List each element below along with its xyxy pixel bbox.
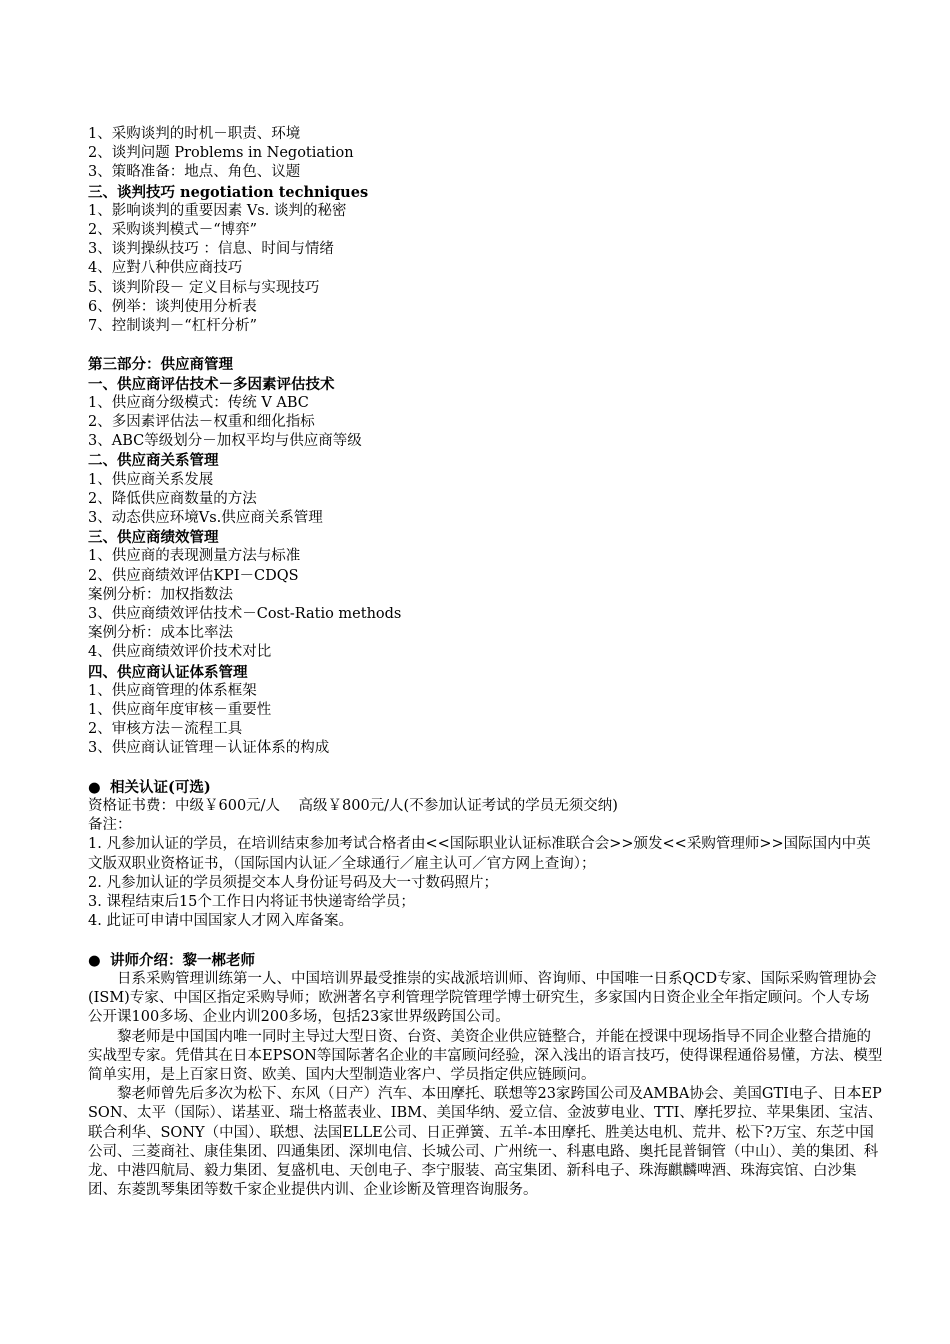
spacer <box>88 932 883 951</box>
bullet-icon: ● <box>88 778 101 796</box>
spacer <box>88 336 883 355</box>
text-line: 1、影响谈判的重要因素 Vs. 谈判的秘密 <box>88 202 347 219</box>
bullet-icon: ● <box>88 951 101 969</box>
text-line: 2、多因素评估法－权重和细化指标 <box>88 414 315 431</box>
remark-label: 备注： <box>88 817 132 834</box>
section-heading: 四、供应商认证体系管理 <box>88 663 248 681</box>
part-heading: 第三部分：供应商管理 <box>88 356 233 374</box>
text-line: 1、供应商的表现测量方法与标准 <box>88 548 301 565</box>
text-line: 案例分析：加权指数法 <box>88 586 233 603</box>
text-line: 1、供应商年度审核－重要性 <box>88 702 272 719</box>
instructor-paragraph: 黎老师是中国国内唯一同时主导过大型日资、台资、美资企业供应链整合，并能在授课中现场指导不同企业整合措施的实战型专家。凭借其在日本EPSON等国际著名企业的丰富顾问经验，深入浅出的语言技巧，使得课程通俗易懂，方法、模型简单实用，是上百家日资、欧美、国内大型制造业客户、学员指定供应链顾问。 <box>88 1028 883 1083</box>
remark-note: 4. 此证可申请中国国家人才网入库备案。 <box>88 913 353 930</box>
text-line: 3、供应商绩效评估技术－Cost-Ratio methods <box>88 606 402 623</box>
text-line: 1、供应商管理的体系框架 <box>88 682 257 699</box>
section-heading: 三、供应商绩效管理 <box>88 529 219 547</box>
document-body <box>88 125 883 1200</box>
instructor-paragraph: 日系采购管理训练第一人、中国培训界最受推崇的实战派培训师、咨询师、中国唯一日系QCD专家、国际采购管理协会(ISM)专家、中国区指定采购导师；欧洲著名亨利管理学院管理学博士研究生，多家国内日资企业全年指定顾问。个人专场公开课100多场、企业内训200多场，包括23家世界级跨国公司。 <box>88 970 877 1026</box>
certification-heading-text: 相关认证(可选) <box>110 778 211 796</box>
text-line: 6、例举：谈判使用分析表 <box>88 298 257 315</box>
text-line: 案例分析：成本比率法 <box>88 625 233 642</box>
text-line: 2、采购谈判模式－“博弈” <box>88 222 258 239</box>
negotiation-section <box>88 125 883 336</box>
text-line: 4、供应商绩效评价技术对比 <box>88 644 272 661</box>
spacer <box>88 759 883 778</box>
remark-note: 2. 凡参加认证的学员须提交本人身份证号码及大一寸数码照片； <box>88 874 498 891</box>
text-line: 1、供应商分级模式：传统 V ABC <box>88 394 309 411</box>
text-line: 2、降低供应商数量的方法 <box>88 490 257 507</box>
text-line: 3、谈判操纵技巧 ：信息、时间与情绪 <box>88 241 334 258</box>
remark-note: 1. 凡参加认证的学员，在培训结束参加考试合格者由<<国际职业认证标准联合会>>颁发<<采购管理师>>国际国内中英文版双职业资格证书，（国际国内认证／全球通行／雇主认可／官方网上查询）； <box>88 836 871 872</box>
text-line: 1、采购谈判的时机－职责、环境 <box>88 126 301 142</box>
certification-heading <box>88 778 883 797</box>
certificate-fee: 资格证书费：中级￥600元/人 高级￥800元/人(不参加认证考试的学员无须交纳) <box>88 798 618 815</box>
text-line: 4、应對八种供应商技巧 <box>88 260 243 277</box>
certification-section <box>88 778 883 932</box>
instructor-heading <box>88 951 883 970</box>
remark-note: 3. 课程结束后15个工作日内将证书快递寄给学员； <box>88 894 415 911</box>
text-line: 3、供应商认证管理－认证体系的构成 <box>88 740 330 757</box>
text-line: 2、谈判问题 Problems in Negotiation <box>88 145 354 162</box>
text-line: 1、供应商关系发展 <box>88 471 214 488</box>
text-line: 2、供应商绩效评估KPI－CDQS <box>88 567 299 584</box>
instructor-paragraph: 黎老师曾先后多次为松下、东风（日产）汽车、本田摩托、联想等23家跨国公司及AMBA协会、美国GTI电子、日本EPSON、太平（国际）、诺基亚、瑞士格蓝表业、IBM、美国华纳、爱立信、金波萝电业、TTI、摩托罗拉、苹果集团、宝洁、联合利华、SONY（中国）、联想、法国ELLE公司、日正弹簧、五羊-本田摩托、胜美达电机、荒井、松下?万宝、东芝中国公司、三菱商社、康佳集团、四通集团、深圳电信、长城公司、广州统一、科惠电路、奥托昆普铜管（中山）、美的集团、科龙、中港四航局、毅力集团、复盛机电、天创电子、李宁服装、高宝集团、新科电子、珠海麒麟啤酒、珠海宾馆、白沙集团、东菱凯琴集团等数千家企业提供内训、企业诊断及管理咨询服务。 <box>88 1086 883 1199</box>
text-line: 2、审核方法－流程工具 <box>88 721 243 738</box>
instructor-section <box>88 951 883 1201</box>
text-line: 7、控制谈判－“杠杆分析” <box>88 318 258 335</box>
supplier-management-section <box>88 355 883 758</box>
instructor-heading-text: 讲师介绍：黎一郴老师 <box>110 951 255 969</box>
text-line: 3、ABC等级划分－加权平均与供应商等级 <box>88 433 362 450</box>
text-line: 3、策略准备：地点、角色、议题 <box>88 164 301 181</box>
text-line: 3、动态供应环境Vs.供应商关系管理 <box>88 510 323 527</box>
section-heading: 二、供应商关系管理 <box>88 452 219 470</box>
section-heading: 三、谈判技巧 negotiation techniques <box>88 183 369 201</box>
text-line: 5、谈判阶段－ 定义目标与实现技巧 <box>88 279 320 296</box>
section-heading: 一、供应商评估技术－多因素评估技术 <box>88 375 335 393</box>
